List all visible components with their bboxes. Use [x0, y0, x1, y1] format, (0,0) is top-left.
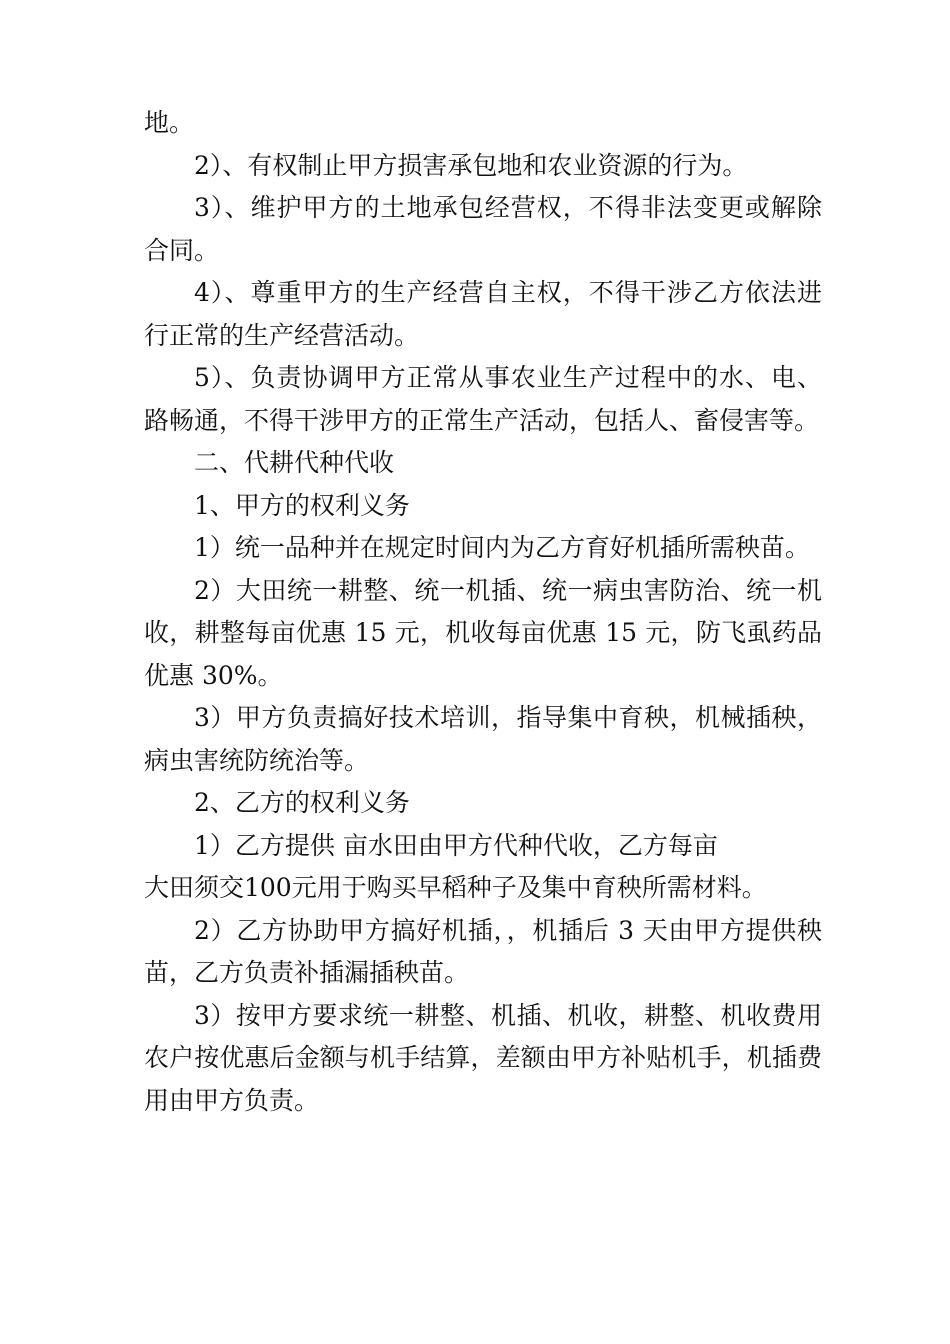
subsection-heading: 2、乙方的权利义务	[194, 788, 410, 817]
paragraph-item: 3）甲方负责搞好技术培训，指导集中育秧，机械插秧， 病虫害统防统治等。	[144, 703, 822, 775]
document-body	[144, 102, 822, 1122]
paragraph-item: 4）、尊重甲方的生产经营自主权，不得干涉乙方依法进行正常的生产经营活动。	[144, 278, 822, 350]
paragraph-item: 3）按甲方要求统一耕整、机插、机收，耕整、机收费用农户按优惠后金额与机手结算，差额由甲方补贴机手，机插费用由甲方负责。	[144, 1000, 822, 1115]
paragraph-item: 2）大田统一耕整、统一机插、统一病虫害防治、统一机收，耕整每亩优惠 15 元，机收每亩优惠 15 元，防飞虱药品优惠 30%。	[144, 575, 822, 690]
paragraph-item: 1）统一品种并在规定时间内为乙方育好机插所需秧苗。	[194, 533, 810, 562]
paragraph-item: 5）、负责协调甲方正常从事农业生产过程中的水、电、 路畅通，不得干涉甲方的正常生产活动，包括人、畜侵害等。	[144, 363, 822, 435]
paragraph-item: 1）乙方提供 亩水田由甲方代种代收，乙方每亩	[194, 830, 718, 860]
paragraph-item: 3）、维护甲方的土地承包经营权，不得非法变更或解除合同。	[144, 193, 822, 265]
subsection-heading: 1、甲方的权利义务	[194, 490, 410, 520]
section-heading: 二、代耕代种代收	[194, 448, 395, 477]
paragraph-continuation: 大田须交100元用于购买早稻种子及集中育秧所需材料。	[144, 873, 767, 902]
paragraph-item: 2）乙方协助甲方搞好机插，，机插后 3 天由甲方提供秧苗，乙方负责补插漏插秧苗。	[144, 915, 822, 987]
paragraph-item: 2）、有权制止甲方损害承包地和农业资源的行为。	[194, 150, 748, 180]
paragraph-continuation: 地。	[144, 108, 195, 137]
